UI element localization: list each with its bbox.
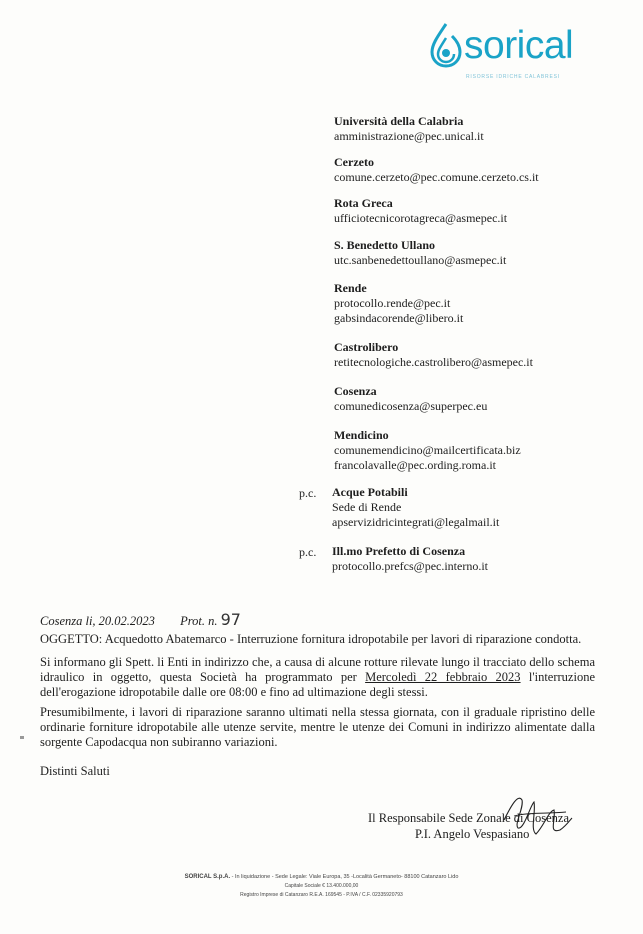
- recipient-name: Ill.mo Prefetto di Cosenza: [332, 544, 466, 558]
- recipient-name: Castrolibero: [334, 340, 399, 354]
- signature-name: P.I. Angelo Vespasiano: [415, 827, 530, 841]
- recipient-email: protocollo.rende@pec.it: [334, 296, 451, 310]
- recipient-line: Sede di Rende: [332, 500, 402, 514]
- place-date: Cosenza li, 20.02.2023: [40, 614, 155, 628]
- footer-capital: Capitale Sociale € 13.400.000,00: [284, 883, 359, 889]
- footer-company: SORICAL S.p.A.: [184, 874, 231, 880]
- recipient-email: gabsindacorende@libero.it: [334, 311, 464, 325]
- recipient-name: Cerzeto: [334, 155, 374, 169]
- recipient-name: Rota Greca: [334, 196, 393, 210]
- recipient: [334, 281, 463, 326]
- paragraph-text: l'interruzione dell'erogazione idropotabile dalle ore 08:00 e fino ad ultimazione degli stessi.: [40, 670, 595, 699]
- recipient-name: Cosenza: [334, 384, 377, 398]
- recipient-name: Mendicino: [334, 428, 389, 442]
- footer-registry: Registro Imprese di Catanzaro R.E.A. 169545 - P.IVA / C.F. 02335920793: [240, 892, 403, 898]
- protocol-number: 97: [220, 610, 241, 629]
- logo-tagline: RISORSE IDRICHE CALABRESI: [466, 74, 560, 80]
- recipient: [334, 155, 539, 185]
- date-protocol-line: [40, 610, 241, 629]
- recipient-name: Università della Calabria: [334, 114, 464, 128]
- recipient-email: protocollo.prefcs@pec.interno.it: [332, 559, 488, 573]
- margin-mark: [20, 736, 24, 739]
- handwritten-signature: [500, 790, 575, 842]
- recipient: [334, 428, 521, 473]
- logo-wordmark: sorical: [464, 24, 574, 67]
- recipient-email: comunemendicino@mailcertificata.biz: [334, 443, 521, 457]
- recipient-email: amministrazione@pec.unical.it: [334, 129, 484, 143]
- recipient-email: ufficiotecnicorotagreca@asmepec.it: [334, 211, 508, 225]
- paragraph-text: Si informano gli Spett. li Enti in indirizzo che, a causa di alcune rotture rilevate lungo il tracciato dello schema idraulico in oggetto, questa Società ha programmato per: [40, 655, 595, 684]
- company-footer: [0, 872, 643, 900]
- pc-prefix: p.c.: [299, 545, 317, 559]
- footer-address: - In liquidazione - Sede Legale: Viale Europa, 35 -Località Germaneto- 88100 Catanzaro Lido: [230, 874, 459, 880]
- pc-prefix: p.c.: [299, 486, 317, 500]
- recipient: [334, 238, 506, 268]
- signature-role: Il Responsabile Sede Zonale di Cosenza: [368, 811, 569, 825]
- recipient-name: S. Benedetto Ullano: [334, 238, 436, 252]
- interruption-date: Mercoledì 22 febbraio 2023: [365, 670, 521, 684]
- recipient-email: retitecnologiche.castrolibero@asmepec.it: [334, 355, 533, 369]
- pc-recipient: [332, 485, 499, 530]
- recipient-email: francolavalle@pec.ording.roma.it: [334, 458, 496, 472]
- water-drop-icon: [428, 22, 464, 68]
- recipient: [334, 384, 487, 414]
- recipient: [334, 340, 533, 370]
- recipient-email: apservizidricintegrati@legalmail.it: [332, 515, 500, 529]
- letter-subject: OGGETTO: Acquedotto Abatemarco - Interruzione fornitura idropotabile per lavori di riparazione condotta.: [40, 632, 582, 646]
- recipient: [334, 196, 507, 226]
- body-paragraph-2: Presumibilmente, i lavori di riparazione saranno ultimati nella stessa giornata, con il graduale ripristino delle ordinarie forniture idropotabile alle utenze servite, mentre le utenze dei Comuni in indirizzo alimentate dalla sorgente Capodacqua non subiranno variazioni.: [40, 705, 595, 749]
- recipient-name: Rende: [334, 281, 367, 295]
- recipient-email: comunedicosenza@superpec.eu: [334, 399, 488, 413]
- recipient-name: Acque Potabili: [332, 485, 408, 499]
- footer-line-1: [0, 872, 643, 882]
- sorical-logo: [428, 22, 610, 80]
- recipient-email: comune.cerzeto@pec.comune.cerzeto.cs.it: [334, 170, 539, 184]
- closing-greeting: Distinti Saluti: [40, 764, 110, 778]
- pc-recipient: [332, 544, 488, 574]
- recipient: [334, 114, 484, 144]
- body-paragraph-1: [40, 655, 595, 700]
- recipient-email: utc.sanbenedettoullano@asmepec.it: [334, 253, 507, 267]
- protocol-label: Prot. n.: [180, 614, 218, 628]
